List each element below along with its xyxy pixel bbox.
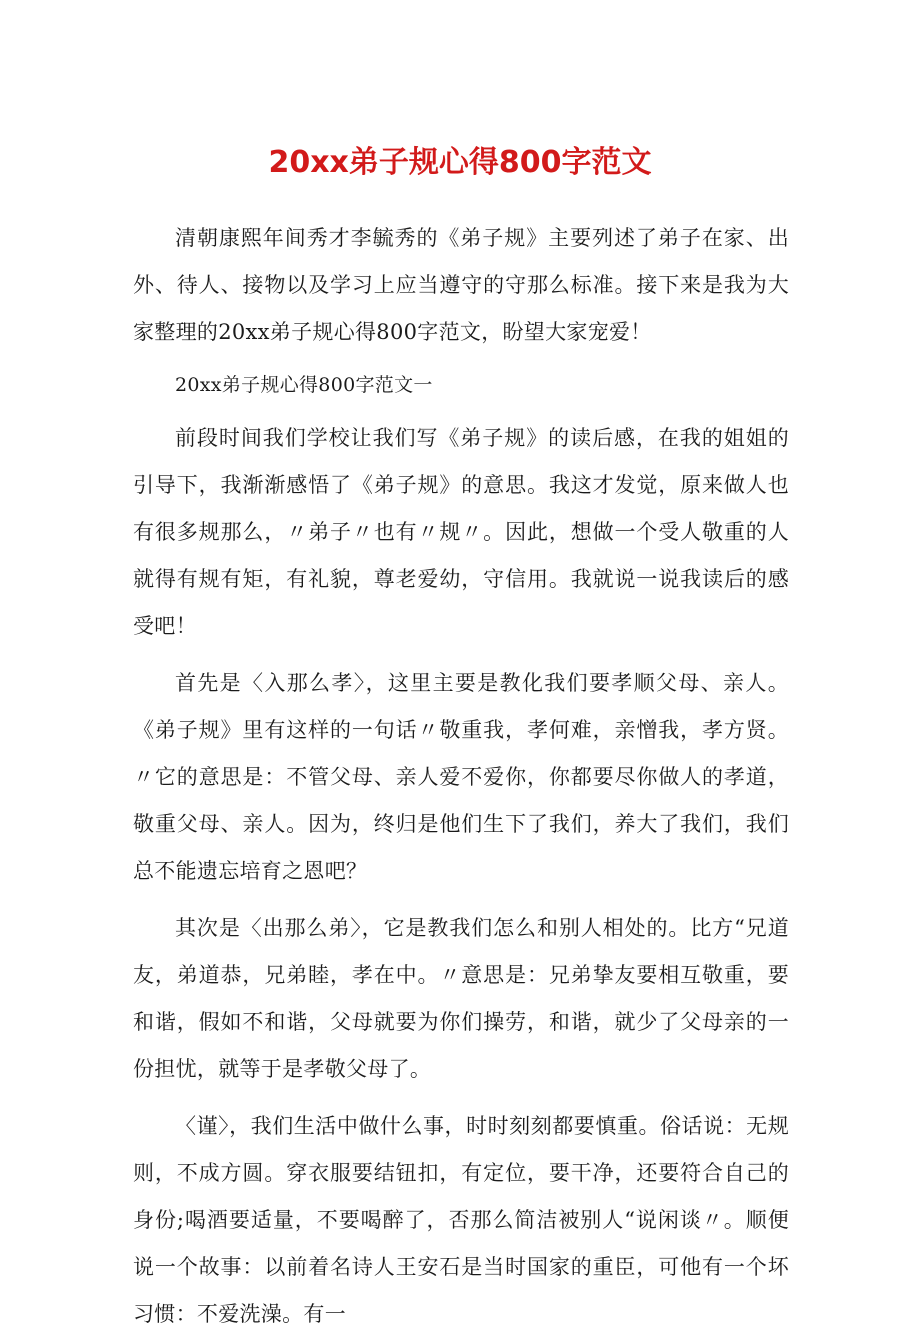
intro-paragraph: 清朝康熙年间秀才李毓秀的《弟子规》主要列述了弟子在家、出外、待人、接物以及学习上应当遵守的守那么标准。接下来是我为大家整理的20xx弟子规心得800字范文，盼望大家宠爱！ (133, 226, 789, 344)
body-paragraph: 〈谨〉，我们生活中做什么事，时时刻刻都要慎重。俗话说：无规则，不成方圆。穿衣服要结钮扣，有定位，要干净，还要符合自己的身份;喝酒要适量，不要喝醉了，否那么简洁被别人“说闲谈〃。顺便说一个故事：以前着名诗人王安石是当时国家的重臣，可他有一个坏习惯：不爱洗澡。有一 (133, 1114, 789, 1326)
document-body (133, 215, 789, 1338)
body-paragraph: 首先是〈入那么孝〉，这里主要是教化我们要孝顺父母、亲人。《弟子规》里有这样的一句话〃敬重我，孝何难，亲憎我，孝方贤。〃它的意思是：不管父母、亲人爱不爱你，你都要尽你做人的孝道，敬重父母、亲人。因为，终归是他们生下了我们，养大了我们，我们总不能遗忘培育之恩吧？ (133, 671, 789, 883)
body-paragraph: 其次是〈出那么弟〉，它是教我们怎么和别人相处的。比方“兄道友，弟道恭，兄弟睦，孝在中。〃意思是：兄弟挚友要相互敬重，要和谐，假如不和谐，父母就要为你们操劳，和谐，就少了父母亲的一份担忧，就等于是孝敬父母了。 (133, 916, 789, 1081)
section-heading: 20xx弟子规心得800字范文一 (175, 374, 433, 396)
document-title: 20xx弟子规心得800字范文 (268, 145, 652, 180)
body-paragraph: 前段时间我们学校让我们写《弟子规》的读后感，在我的姐姐的引导下，我渐渐感悟了《弟子规》的意思。我这才发觉，原来做人也有很多规那么，〃弟子〃也有〃规〃。因此，想做一个受人敬重的人就得有规有矩，有礼貌，尊老爱幼，守信用。我就说一说我读后的感受吧！ (133, 426, 789, 638)
